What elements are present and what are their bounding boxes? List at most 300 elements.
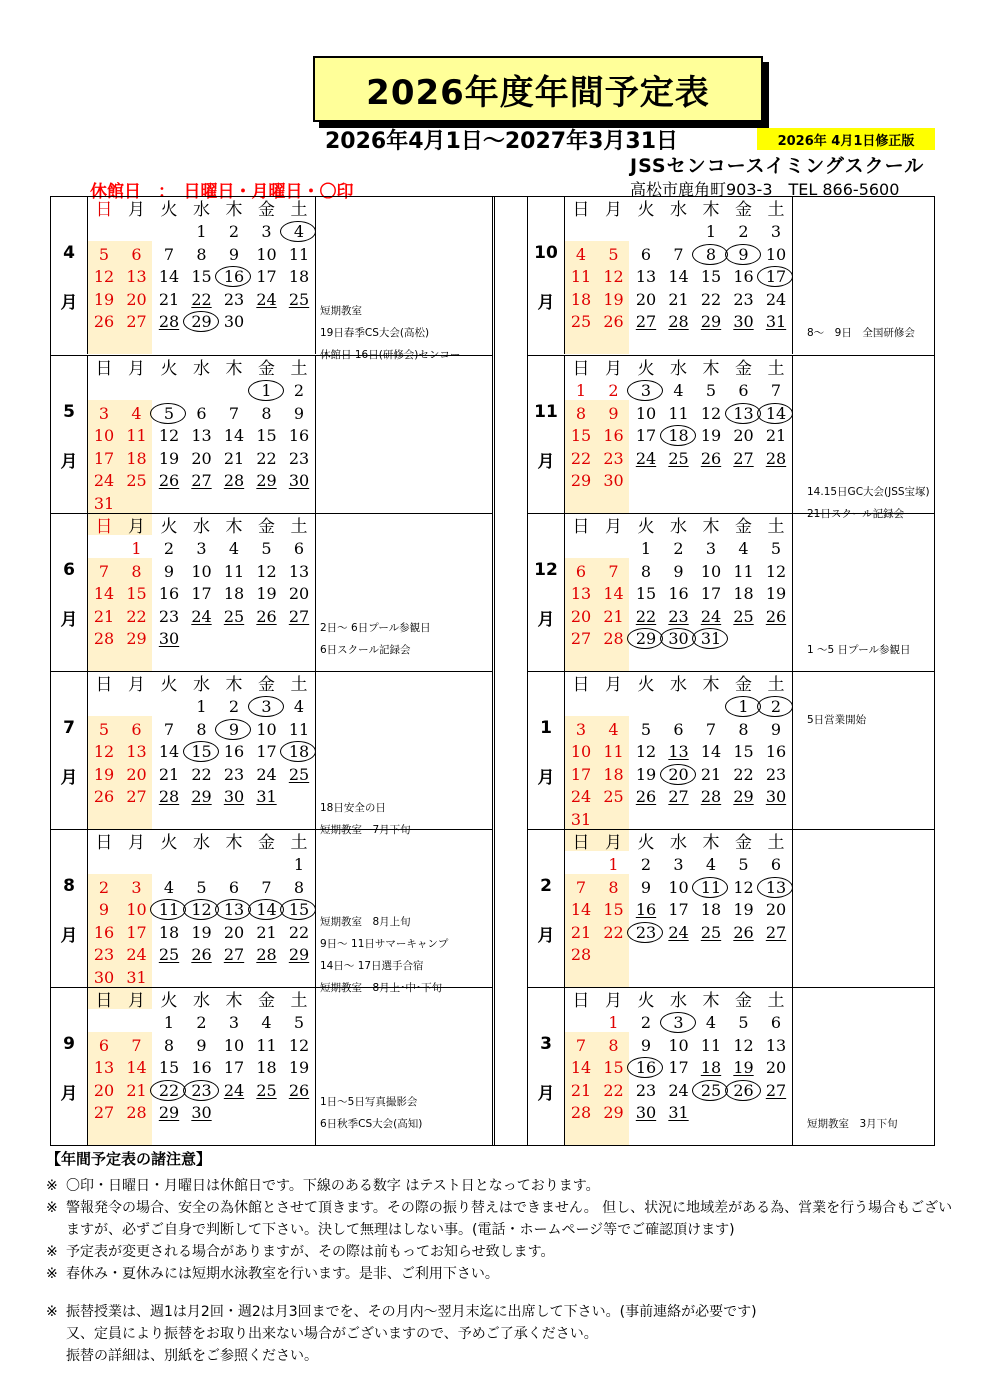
notice-text: 〇印・日曜日・月曜日は休館日です。下線のある数字 はテスト日となっております。 [66,1178,600,1194]
month-notes [792,356,935,520]
day-cell: 2 [98,877,110,897]
day-cell: 16 [635,900,657,919]
day-cell: 21 [158,289,180,309]
day-cell: 13 [126,742,147,761]
day-cell: 27 [635,312,657,331]
day-cell: 29 [630,628,662,650]
period-range: 2026年4月1日～2027年3月31日 [325,129,678,154]
day-cell: 20 [288,584,310,603]
day-cell: 29 [603,1103,624,1122]
note-line: 14.15日GC大会(JSS宝塚) [807,486,930,498]
day-cell: 20 [635,289,657,309]
day-cell: 12 [635,742,657,761]
day-cell: 9 [673,561,684,581]
day-cell: 11 [695,877,727,899]
weekday-header [565,674,793,696]
day-cell: 14 [251,899,283,921]
day-cell: 27 [93,1103,115,1122]
month-block-12 [527,513,934,671]
weekday-label: 木 [702,991,720,1011]
organization-address: 高松市鹿角町903-3 TEL 866-5600 [630,180,900,199]
day-cell: 5 [705,381,717,400]
organization-name: JSSセンコースイミングスクール [630,155,925,177]
day-cell: 16 [668,584,689,603]
day-cell: 1 [163,1013,175,1032]
day-cell: 27 [223,945,245,964]
day-cell: 25 [288,289,310,309]
day-grid [564,830,792,987]
transfer-text: 振替の詳細は、別紙をご参照ください。 [66,1348,318,1364]
day-cell: 28 [256,945,277,964]
weekday-label: 土 [290,200,308,220]
day-cell: 10 [93,426,115,445]
day-grid [564,514,792,671]
weekday-label: 火 [637,675,655,695]
day-cell: 1 [196,697,207,716]
month-suffix: 月 [537,1084,555,1104]
day-grid [87,356,315,513]
day-cell: 11 [256,1035,277,1055]
day-cell: 14 [700,742,722,761]
month-notes [792,514,935,671]
day-cell: 9 [218,719,250,741]
note-line: 1日～5日写真撮影会 [320,1096,418,1108]
day-cell: 2 [293,381,305,400]
day-cell: 30 [663,628,695,650]
day-cell: 3 [575,719,587,739]
weekday-label: 火 [160,200,178,220]
day-cell: 24 [700,606,722,626]
day-cell: 16 [158,584,180,603]
day-cell: 19 [733,1058,754,1077]
day-cell: 17 [635,426,657,445]
day-cell: 15 [158,1058,180,1077]
day-cell: 20 [765,900,787,919]
day-cell: 9 [98,900,110,919]
day-cell: 17 [570,764,592,784]
day-grid [87,672,315,829]
day-cell: 20 [733,426,754,445]
weekday-label: 水 [670,200,687,220]
day-cell: 25 [695,1080,727,1102]
day-cell: 23 [158,606,180,626]
weekday-header [565,990,793,1012]
month-suffix: 月 [537,768,555,788]
month-notes [792,830,935,987]
day-cell: 11 [700,1035,722,1055]
day-cell: 24 [765,289,787,309]
weekday-header [88,674,316,696]
day-cell: 3 [770,222,782,241]
month-block-2 [527,829,934,987]
weekday-label: 土 [767,991,785,1011]
day-cell: 1 [608,855,619,874]
day-cell: 15 [733,742,754,761]
day-cell: 27 [668,787,689,806]
day-cell: 12 [733,1035,754,1055]
weekday-label: 火 [637,200,655,220]
day-cell: 8 [608,1035,619,1055]
weekday-label: 火 [160,675,178,695]
day-cell: 26 [700,448,722,468]
day-cell: 18 [700,1058,722,1077]
day-cell: 2 [760,696,792,718]
weekday-label: 水 [670,517,687,537]
weekday-label: 月 [605,517,622,537]
day-cell: 11 [603,742,624,761]
day-cell: 20 [223,922,245,942]
day-cell: 1 [728,696,760,718]
day-cell: 30 [93,967,115,987]
day-cell: 17 [668,1058,689,1077]
weekday-label: 日 [95,991,113,1011]
day-cell: 28 [570,945,592,964]
day-cell: 30 [288,471,310,490]
month-notes [792,672,935,829]
day-cell: 12 [93,267,115,286]
day-cell: 11 [733,561,754,581]
day-cell: 15 [700,267,722,286]
day-cell: 16 [603,426,624,445]
day-cell: 23 [186,1080,218,1102]
day-cell: 26 [158,471,180,490]
day-cell: 27 [570,629,592,648]
weekday-label: 月 [605,991,622,1011]
day-cell: 28 [158,312,180,331]
day-cell: 8 [131,561,142,581]
day-cell: 16 [733,267,754,286]
weekday-label: 水 [193,991,210,1011]
day-cell: 8 [196,244,207,264]
notice-text: 予定表が変更される場合がありますが、その際は前もってお知らせ致します。 [66,1244,555,1260]
weekday-header [88,832,316,854]
notice-line [46,1197,956,1241]
day-cell: 17 [223,1058,245,1077]
day-cell: 19 [765,584,787,603]
day-cell: 18 [283,741,315,763]
notice-line [46,1263,956,1285]
day-cell: 11 [570,267,592,286]
day-cell: 22 [603,1080,624,1100]
day-cell: 4 [131,403,142,423]
day-cell: 31 [93,493,115,513]
day-cell: 24 [256,764,277,784]
note-line: 短期教室 [320,305,362,317]
day-cell: 24 [635,448,657,468]
day-cell: 25 [256,1080,277,1100]
weekday-label: 木 [225,359,243,379]
transfer-text: 振替授業は、週1は月2回・週2は月3回までを、その月内～翌月末迄に出席して下さい。(事前連絡が必要です) [66,1304,757,1320]
day-cell: 8 [575,403,587,423]
weekday-label: 月 [605,675,622,695]
day-cell: 5 [738,1013,749,1032]
day-cell: 31 [668,1103,689,1122]
day-cell: 18 [126,448,147,468]
day-cell: 23 [93,945,115,964]
day-cell: 7 [575,877,587,897]
day-cell: 16 [288,426,310,445]
day-cell: 28 [158,787,180,806]
weekday-header [565,832,793,854]
day-cell: 3 [98,403,110,423]
day-cell: 18 [223,584,245,603]
weekday-label: 日 [572,200,590,220]
notice-text: 警報発令の場合、安全の為休館とさせて頂きます。その際の振り替えはできません。 但し、状況に地域差がある為、営業を行う場合もございますが、必ずご自身で判断して下さい。決して無理はしない事。(電話・ホームページ等でご確認頂けます) [66,1200,953,1238]
day-cell: 30 [158,629,180,648]
day-cell: 11 [153,899,185,921]
weekday-label: 火 [637,991,655,1011]
day-cell: 6 [98,1035,110,1055]
weekday-label: 金 [735,359,752,379]
day-cell: 6 [131,719,142,739]
day-cell: 2 [640,855,652,874]
day-cell: 13 [728,403,760,425]
note-line: 14日～ 17日選手合宿 [320,960,424,972]
weekday-label: 水 [670,833,687,853]
weekday-label: 日 [572,675,590,695]
day-cell: 24 [223,1080,245,1100]
weekday-header [565,358,793,380]
day-cell: 2 [608,381,619,400]
month-number: 2 [540,876,552,896]
day-cell: 26 [93,787,115,806]
weekday-label: 月 [128,359,145,379]
day-cell: 14 [603,584,624,603]
day-cell: 20 [93,1080,115,1100]
month-suffix: 月 [60,926,78,946]
day-cell: 7 [163,719,175,739]
day-cell: 17 [256,742,277,761]
day-cell: 14 [223,426,245,445]
day-cell: 7 [705,719,717,739]
day-cell: 26 [256,606,277,626]
month-number: 5 [63,402,75,422]
weekday-label: 火 [160,359,178,379]
weekday-label: 水 [193,517,210,537]
day-cell: 13 [760,877,792,899]
day-cell: 1 [293,855,305,874]
day-cell: 30 [223,787,245,806]
month-block-4 [51,197,492,361]
day-cell: 18 [158,922,180,942]
month-suffix: 月 [60,610,78,630]
day-cell: 4 [163,877,175,897]
day-cell: 31 [126,967,147,987]
day-cell: 3 [131,877,142,897]
weekday-label: 木 [702,517,720,537]
day-cell: 6 [673,719,684,739]
note-line: 短期教室 8月上･中･下旬 [320,982,443,994]
weekday-label: 木 [225,991,243,1011]
note-line: 6日秋季CS大会(高知) [320,1118,423,1130]
day-cell: 4 [705,1013,717,1032]
weekday-label: 月 [128,833,145,853]
day-cell: 1 [608,1013,619,1032]
day-cell: 10 [223,1035,245,1055]
day-cell: 15 [570,426,592,445]
day-cell: 17 [126,922,147,942]
day-cell: 31 [570,809,592,829]
day-cell: 29 [570,471,592,490]
day-cell: 5 [153,403,185,425]
day-cell: 15 [126,584,147,603]
day-cell: 26 [635,787,657,806]
day-cell: 28 [765,448,787,468]
day-cell: 9 [196,1035,207,1055]
day-cell: 19 [603,289,624,309]
day-cell: 7 [770,381,782,400]
month-suffix: 月 [537,610,555,630]
month-block-7 [51,671,492,836]
day-cell: 29 [126,629,147,648]
day-cell: 17 [256,267,277,286]
day-cell: 16 [218,266,250,288]
day-cell: 17 [93,448,115,468]
day-cell: 30 [733,312,754,331]
weekday-label: 土 [290,359,308,379]
day-cell: 28 [126,1103,147,1122]
month-suffix: 月 [537,452,555,472]
weekday-label: 火 [160,833,178,853]
day-cell: 7 [575,1035,587,1055]
day-cell: 15 [191,267,212,286]
day-cell: 19 [93,764,115,784]
day-cell: 12 [158,426,180,445]
note-line: 2日～ 6日プール参観日 [320,622,431,634]
day-cell: 20 [765,1058,787,1077]
day-grid [87,988,315,1145]
weekday-label: 土 [767,200,785,220]
day-cell: 6 [131,244,142,264]
day-cell: 7 [163,244,175,264]
day-cell: 19 [158,448,180,468]
day-cell: 22 [733,764,754,784]
note-line: 1 ～5 日プール参観日 [807,644,911,656]
weekday-label: 木 [702,200,720,220]
day-cell: 7 [228,403,240,423]
day-cell: 22 [191,289,212,309]
note-line: 5日営業開始 [807,714,867,726]
day-cell: 15 [186,741,218,763]
day-cell: 21 [158,764,180,784]
weekday-label: 木 [702,675,720,695]
day-cell: 2 [228,697,240,716]
day-cell: 9 [640,877,652,897]
day-cell: 12 [288,1035,310,1055]
calendar-grid [50,196,935,1146]
weekday-label: 木 [225,675,243,695]
day-cell: 5 [738,855,749,874]
day-cell: 11 [288,719,310,739]
weekday-label: 土 [290,991,308,1011]
day-cell: 9 [293,403,305,423]
day-cell: 12 [733,877,754,897]
day-cell: 13 [126,267,147,286]
day-cell: 13 [218,899,250,921]
weekday-label: 火 [637,833,655,853]
day-grid [87,830,315,987]
weekday-label: 日 [95,833,113,853]
day-cell: 21 [223,448,245,468]
day-cell: 19 [93,289,115,309]
month-number: 4 [63,243,75,263]
day-cell: 8 [293,877,305,897]
weekday-label: 土 [290,833,308,853]
day-cell: 18 [603,764,624,784]
day-cell: 19 [191,922,212,942]
transfer-line [46,1301,956,1323]
day-cell: 10 [256,719,277,739]
day-cell: 5 [98,244,110,264]
day-cell: 8 [695,244,727,266]
day-cell: 22 [700,289,722,309]
notes-heading: 【年間予定表の諸注意】 [46,1150,212,1168]
month-notes [792,197,935,354]
day-cell: 25 [570,312,592,331]
day-cell: 5 [261,539,272,558]
weekday-label: 月 [605,200,622,220]
day-cell: 21 [256,922,277,942]
day-cell: 8 [640,561,652,581]
month-block-11 [527,355,934,520]
day-cell: 18 [700,900,722,919]
day-cell: 30 [635,1103,657,1122]
month-suffix: 月 [60,452,78,472]
weekday-label: 金 [735,200,752,220]
day-cell: 10 [765,244,787,264]
day-cell: 6 [293,539,305,558]
day-cell: 9 [640,1035,652,1055]
day-cell: 10 [126,900,147,919]
day-cell: 3 [251,696,283,718]
day-cell: 18 [256,1058,277,1077]
weekday-label: 金 [258,359,275,379]
month-number: 1 [540,718,552,738]
weekday-label: 月 [605,833,622,853]
weekday-label: 土 [290,675,308,695]
note-line: 9日～ 11日サマーキャンプ [320,938,449,950]
day-cell: 12 [700,403,722,423]
day-cell: 9 [163,561,175,581]
weekday-header [88,990,316,1012]
notice-mark: ※ [46,1244,58,1260]
day-cell: 21 [765,426,787,445]
day-cell: 24 [570,787,592,806]
day-cell: 26 [93,312,115,331]
weekday-header [565,199,793,221]
day-cell: 20 [570,606,592,626]
month-number: 10 [534,243,558,263]
day-cell: 27 [765,922,787,942]
day-cell: 6 [575,561,587,581]
day-cell: 8 [196,719,207,739]
day-cell: 29 [186,311,218,333]
day-cell: 25 [700,922,722,942]
day-cell: 10 [256,244,277,264]
note-line: 短期教室 8月上旬 [320,916,411,928]
weekday-label: 日 [572,991,590,1011]
day-cell: 5 [640,719,652,739]
day-cell: 13 [93,1058,115,1077]
day-grid [564,672,792,829]
day-cell: 16 [630,1057,662,1079]
day-cell: 21 [570,922,592,942]
day-cell: 31 [256,787,277,806]
day-cell: 5 [98,719,110,739]
day-cell: 2 [673,539,684,558]
weekday-label: 木 [225,517,243,537]
day-cell: 13 [765,1035,787,1055]
